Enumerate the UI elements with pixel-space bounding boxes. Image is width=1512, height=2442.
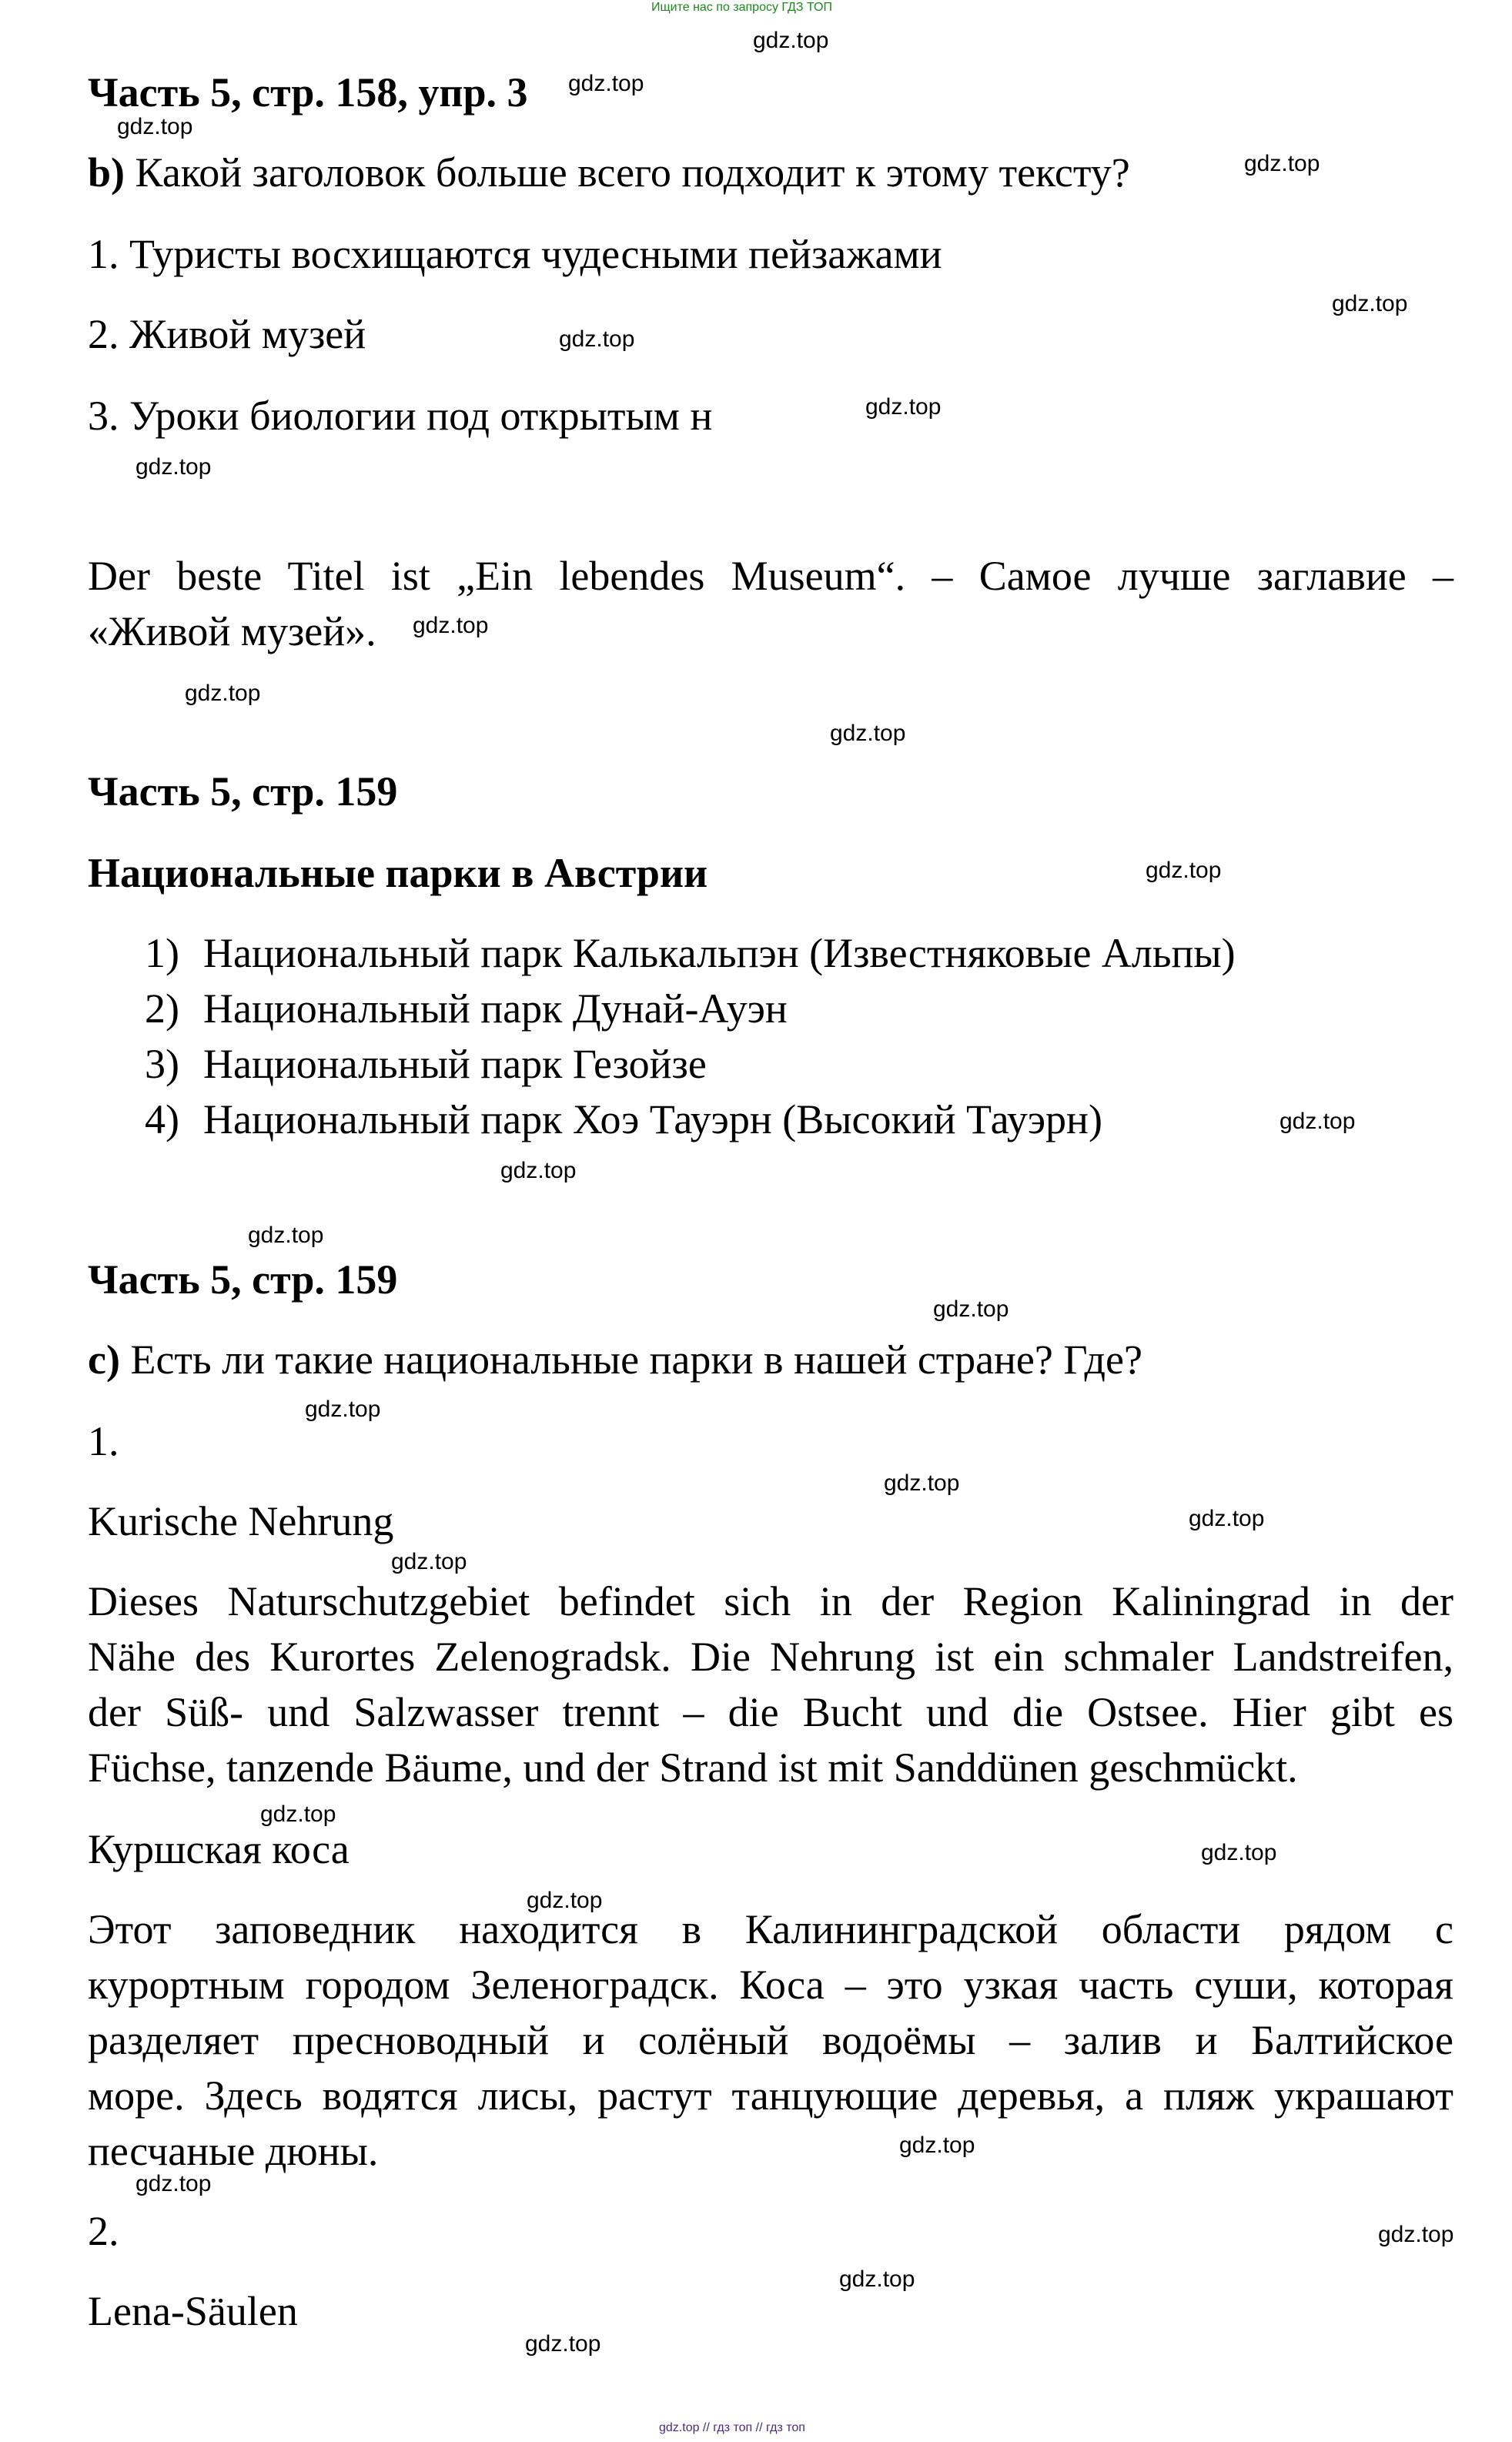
watermark: gdz.top	[1280, 1109, 1356, 1134]
watermark: gdz.top	[933, 1296, 1009, 1322]
option-2: 2. Живой музей	[88, 311, 366, 357]
section3-question	[88, 1335, 1142, 1384]
park-number: 1)	[145, 930, 179, 976]
section2-subheading: Национальные парки в Австрии	[88, 850, 708, 896]
item1-title-de: Kurische Nehrung	[88, 1498, 394, 1544]
option-3: 3. Уроки биологии под открытым н	[88, 393, 713, 439]
watermark: gdz.top	[527, 1888, 603, 1913]
watermark: gdz.top	[753, 28, 829, 53]
watermark: gdz.top	[839, 2266, 915, 2292]
park-name: Национальный парк Хоэ Тауэрн (Высокий Тауэрн)	[203, 1096, 1102, 1142]
answer-line-2: «Живой музей».	[88, 608, 376, 654]
park-item	[145, 928, 1236, 978]
item1-number: 1.	[88, 1418, 119, 1464]
watermark: gdz.top	[185, 681, 261, 706]
section2-heading: Часть 5, стр. 159	[88, 768, 398, 815]
watermark: gdz.top	[899, 2133, 975, 2158]
section1-question	[88, 148, 1130, 197]
item1-text-ru-line: разделяет пресноводный и солёный водоёмы – залив и Балтийское	[88, 2017, 1453, 2063]
top-banner: Ищите нас по запросу ГДЗ ТОП	[651, 1, 832, 14]
park-number: 3)	[145, 1041, 179, 1087]
park-name: Национальный парк Дунай-Ауэн	[203, 985, 788, 1032]
park-item	[145, 984, 788, 1033]
watermark: gdz.top	[305, 1397, 381, 1422]
watermark: gdz.top	[884, 1470, 960, 1496]
item2-number: 2.	[88, 2208, 119, 2254]
item1-text-ru-line: песчаные дюны.	[88, 2128, 379, 2174]
item1-text-ru-line: курортным городом Зеленоградск. Коса – это узкая часть суши, которая	[88, 1962, 1453, 2008]
section1-heading: Часть 5, стр. 158, упр. 3	[88, 69, 528, 115]
bottom-footer: gdz.top // гдз топ // гдз топ	[659, 2421, 805, 2434]
option-1: 1. Туристы восхищаются чудесными пейзажами	[88, 231, 942, 277]
watermark: gdz.top	[865, 394, 942, 420]
watermark: gdz.top	[500, 1158, 577, 1183]
section3-heading: Часть 5, стр. 159	[88, 1256, 398, 1303]
question-label: c)	[88, 1336, 120, 1383]
park-name: Национальный парк Гезойзе	[203, 1041, 707, 1087]
watermark: gdz.top	[1332, 291, 1408, 316]
answer-line-1: Der beste Titel ist „Ein lebendes Museum“. – Самое лучше заглавие –	[88, 553, 1453, 599]
watermark: gdz.top	[525, 2331, 601, 2357]
question-text: Есть ли такие национальные парки в нашей стране? Где?	[119, 1336, 1142, 1383]
watermark: gdz.top	[1378, 2222, 1454, 2247]
watermark: gdz.top	[568, 71, 644, 96]
watermark: gdz.top	[135, 2171, 212, 2196]
watermark: gdz.top	[830, 721, 906, 746]
item1-title-ru: Куршская коса	[88, 1826, 350, 1872]
item1-text-de-line: der Süß- und Salzwasser trennt – die Bucht und die Ostsee. Hier gibt es	[88, 1689, 1453, 1735]
watermark: gdz.top	[1146, 858, 1222, 883]
item1-text-ru-line: Этот заповедник находится в Калининградской области рядом с	[88, 1906, 1453, 1952]
watermark: gdz.top	[559, 326, 635, 352]
item1-text-de-line: Dieses Naturschutzgebiet befindet sich in der Region Kaliningrad in der	[88, 1578, 1453, 1624]
watermark: gdz.top	[260, 1801, 336, 1827]
watermark: gdz.top	[1201, 1840, 1277, 1865]
park-number: 2)	[145, 985, 179, 1032]
park-number: 4)	[145, 1096, 179, 1142]
park-name: Национальный парк Калькальпэн (Известняковые Альпы)	[203, 930, 1236, 976]
watermark: gdz.top	[1189, 1506, 1265, 1531]
watermark: gdz.top	[117, 114, 193, 139]
watermark: gdz.top	[248, 1223, 324, 1248]
item1-text-de-line: Füchse, tanzende Bäume, und der Strand ist mit Sanddünen geschmückt.	[88, 1745, 1298, 1791]
watermark: gdz.top	[413, 613, 489, 638]
item1-text-de-line: Nähe des Kurortes Zelenogradsk. Die Nehrung ist ein schmaler Landstreifen,	[88, 1634, 1453, 1680]
item1-text-ru-line: море. Здесь водятся лисы, растут танцующие деревья, а пляж украшают	[88, 2072, 1453, 2119]
park-item	[145, 1039, 707, 1089]
item2-title-de: Lena-Säulen	[88, 2288, 298, 2334]
watermark: gdz.top	[1244, 151, 1320, 176]
watermark: gdz.top	[391, 1549, 467, 1574]
question-label: b)	[88, 149, 125, 196]
watermark: gdz.top	[135, 454, 212, 480]
park-item	[145, 1095, 1102, 1144]
question-text: Какой заголовок больше всего подходит к этому тексту?	[125, 149, 1130, 196]
